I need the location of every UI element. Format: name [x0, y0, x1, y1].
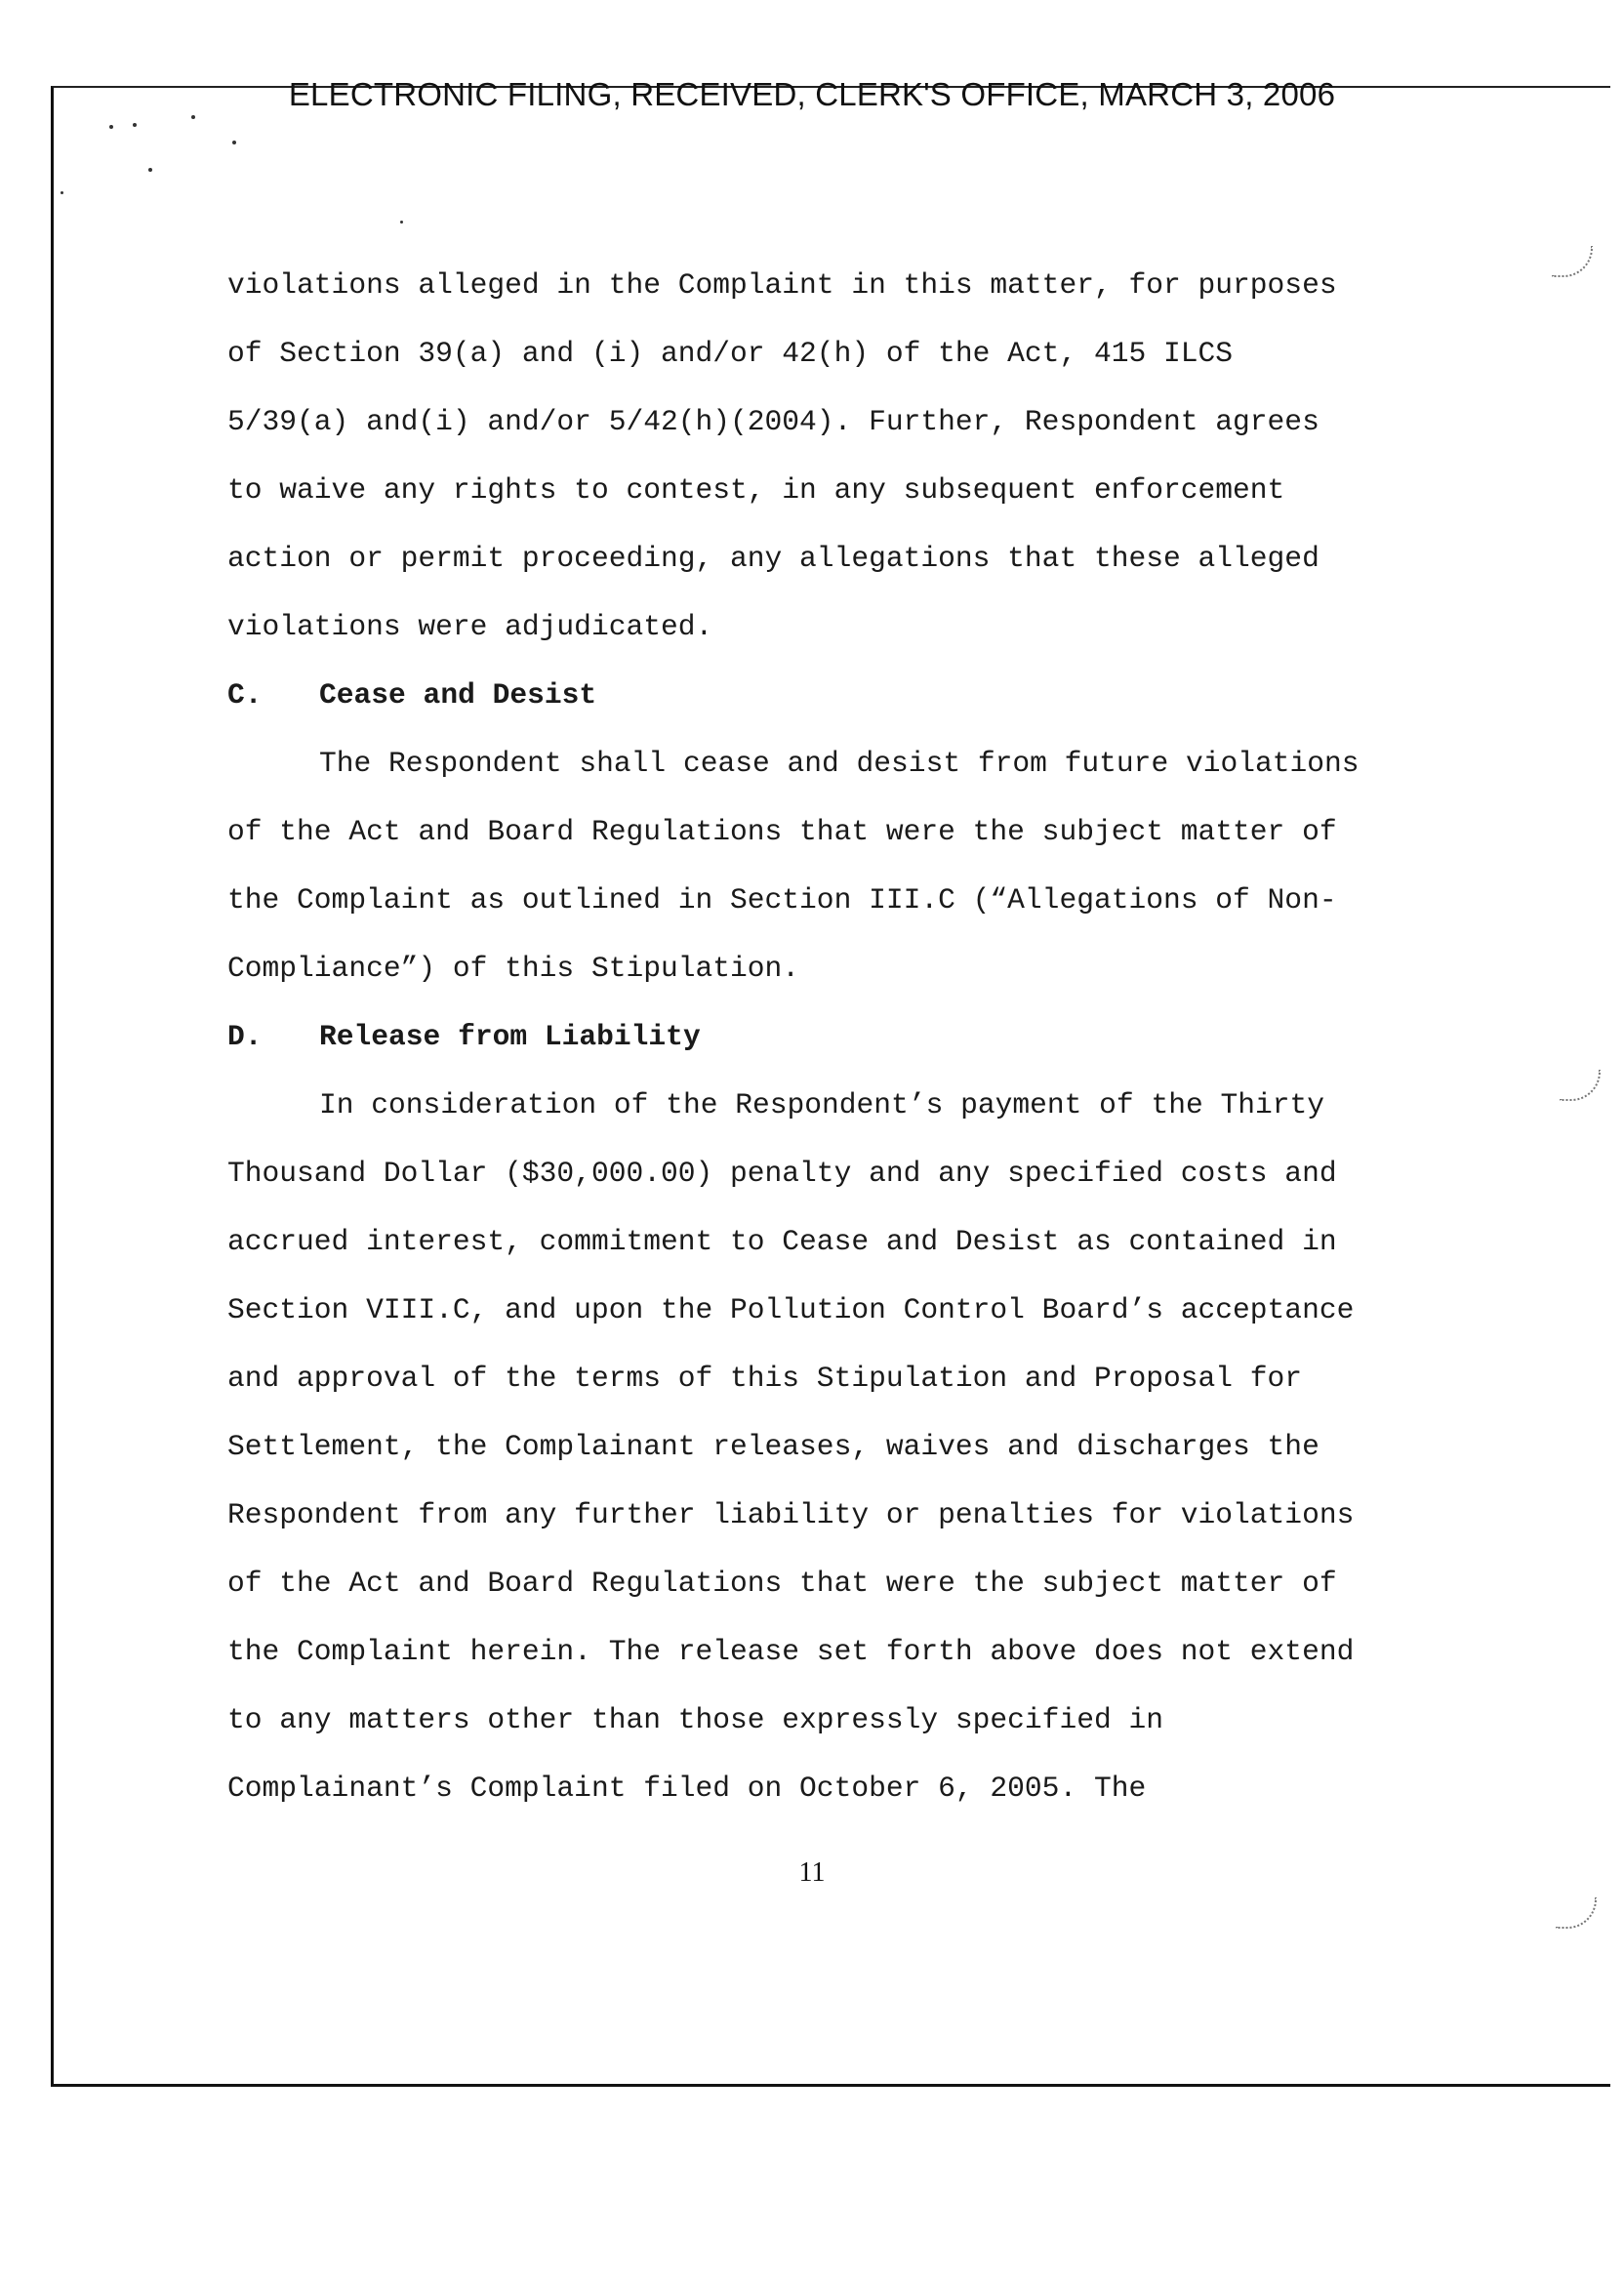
text-line: Complainant’s Complaint filed on October 6, 2005. The [227, 1772, 1147, 1805]
paragraph-release [227, 1080, 1438, 1831]
section-letter: D. [227, 1020, 263, 1053]
text-line: to any matters other than those expressly specified in [227, 1703, 1163, 1736]
text-line: Respondent from any further liability or penalties for violations [227, 1498, 1355, 1531]
scan-speck [400, 221, 403, 224]
text-line: of the Act and Board Regulations that were the subject matter of [227, 1567, 1337, 1600]
paragraph-cease-desist [227, 738, 1438, 1011]
text-line: the Complaint herein. The release set forth above does not extend [227, 1635, 1355, 1668]
text-line: accrued interest, commitment to Cease and Desist as contained in [227, 1225, 1337, 1258]
section-heading-cease-desist [227, 670, 1438, 738]
text-line: Compliance”) of this Stipulation. [227, 952, 800, 985]
page-number: 11 [798, 1857, 826, 1888]
section-title: Cease and Desist [319, 678, 597, 712]
text-line: violations were adjudicated. [227, 610, 713, 643]
paragraph-waiver [227, 260, 1438, 670]
scan-speck [61, 191, 63, 194]
scan-speck [232, 141, 236, 144]
text-line: Settlement, the Complainant releases, waives and discharges the [227, 1430, 1320, 1463]
document-body [227, 260, 1438, 1831]
text-line: and approval of the terms of this Stipulation and Proposal for [227, 1362, 1303, 1395]
text-line: In consideration of the Respondent’s payment of the Thirty [319, 1088, 1325, 1121]
text-line: The Respondent shall cease and desist from future violations [319, 747, 1360, 780]
section-heading-release [227, 1011, 1438, 1080]
text-line: violations alleged in the Complaint in this matter, for purposes [227, 268, 1337, 302]
section-title: Release from Liability [319, 1020, 701, 1053]
text-line: the Complaint as outlined in Section III.C (“Allegations of Non- [227, 883, 1337, 917]
text-line: 5/39(a) and(i) and/or 5/42(h)(2004). Further, Respondent agrees [227, 405, 1320, 438]
filing-stamp-header: ELECTRONIC FILING, RECEIVED, CLERK'S OFFICE, MARCH 3, 2006 [288, 76, 1336, 112]
text-line: action or permit proceeding, any allegations that these alleged [227, 542, 1320, 575]
text-line: to waive any rights to contest, in any subsequent enforcement [227, 473, 1285, 507]
scan-speck [109, 125, 113, 129]
scan-speck [148, 168, 152, 172]
text-line: Section VIII.C, and upon the Pollution Control Board’s acceptance [227, 1293, 1355, 1326]
text-line: of the Act and Board Regulations that were the subject matter of [227, 815, 1337, 848]
scan-speck [133, 123, 137, 127]
section-letter: C. [227, 678, 263, 712]
scan-speck [191, 115, 195, 119]
text-line: of Section 39(a) and (i) and/or 42(h) of the Act, 415 ILCS [227, 337, 1234, 370]
text-line: Thousand Dollar ($30,000.00) penalty and any specified costs and [227, 1157, 1337, 1190]
